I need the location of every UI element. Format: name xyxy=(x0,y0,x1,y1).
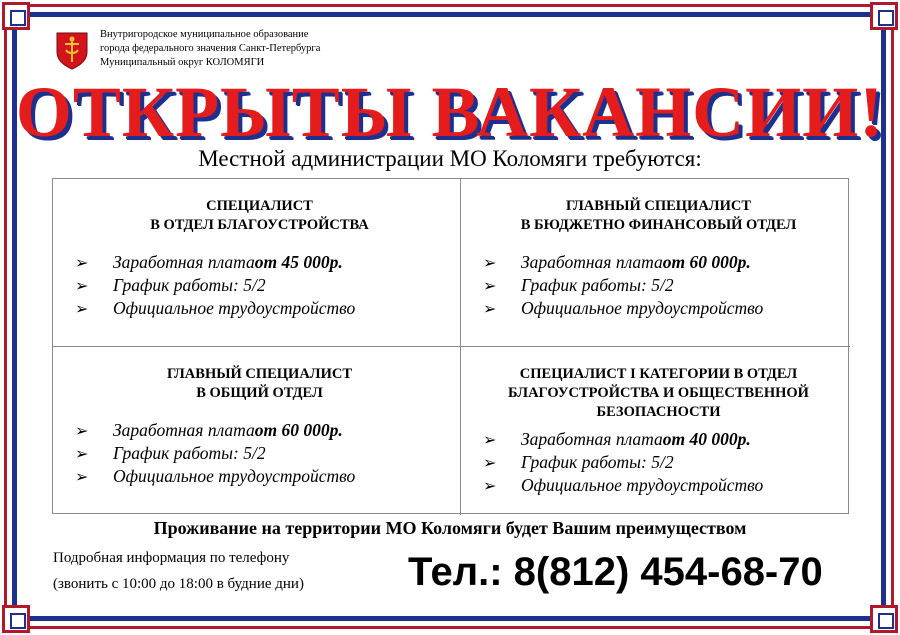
employment-item: ➢ Официальное трудоустройство xyxy=(483,298,764,318)
employment-item: ➢ Официальное трудоустройство xyxy=(75,298,356,318)
salary-value: от 45 000р. xyxy=(254,252,343,272)
subheadline: Местной администрации МО Коломяги требуются: xyxy=(198,146,702,171)
vacancy-title-line: В ОТДЕЛ БЛАГОУСТРОЙСТВА xyxy=(150,217,369,233)
vacancy-title-line: ГЛАВНЫЙ СПЕЦИАЛИСТ xyxy=(565,198,752,214)
org-line: города федерального значения Санкт-Петербурга xyxy=(100,43,321,54)
vacancy-title-line: СПЕЦИАЛИСТ xyxy=(206,198,313,214)
arrow-bullet-icon: ➢ xyxy=(483,253,497,272)
headline: ОТКРЫТЫ ВАКАНСИИ! xyxy=(15,72,885,152)
vacancy-title-line: ГЛАВНЫЙ СПЕЦИАЛИСТ xyxy=(166,366,353,382)
corner-ornament-bottom-left xyxy=(2,605,30,633)
vacancy-details xyxy=(483,428,834,497)
arrow-bullet-icon: ➢ xyxy=(75,421,89,440)
arrow-bullet-icon: ➢ xyxy=(75,276,89,295)
org-line: Муниципальный округ КОЛОМЯГИ xyxy=(100,57,265,68)
org-line: Внутригородское муниципальное образование xyxy=(100,29,309,40)
salary-value: от 60 000р. xyxy=(254,420,343,440)
corner-ornament-top-left xyxy=(2,2,30,30)
salary-item: ➢ Заработная плата от 40 000р. xyxy=(483,429,751,449)
corner-ornament-top-right xyxy=(870,2,898,30)
vacancy-title xyxy=(75,197,444,235)
vacancy-details xyxy=(483,251,834,320)
corner-ornament-bottom-right xyxy=(870,605,898,633)
vacancy-title-line: СПЕЦИАЛИСТ I КАТЕГОРИИ В ОТДЕЛ xyxy=(519,366,798,382)
schedule-item: ➢ График работы: 5/2 xyxy=(75,443,266,463)
vacancy-title xyxy=(483,365,834,422)
schedule-item: ➢ График работы: 5/2 xyxy=(483,275,674,295)
vacancy-card xyxy=(461,347,850,515)
salary-item: ➢ Заработная плата от 60 000р. xyxy=(75,420,343,440)
phone-number: Тел.: 8(812) 454-68-70 xyxy=(408,550,823,594)
arrow-bullet-icon: ➢ xyxy=(483,476,497,495)
schedule-item: ➢ График работы: 5/2 xyxy=(483,452,674,472)
vacancy-title-line: БЛАГОУСТРОЙСТВА И ОБЩЕСТВЕННОЙ xyxy=(508,385,809,401)
vacancy-title-line: В БЮДЖЕТНО ФИНАНСОВЫЙ ОТДЕЛ xyxy=(520,217,797,233)
vacancy-grid xyxy=(52,178,849,514)
salary-value: от 60 000р. xyxy=(662,252,751,272)
vacancy-details xyxy=(75,251,444,320)
salary-value: от 40 000р. xyxy=(662,429,751,449)
vacancy-title-line: В ОБЩИЙ ОТДЕЛ xyxy=(196,385,323,401)
arrow-bullet-icon: ➢ xyxy=(483,299,497,318)
arrow-bullet-icon: ➢ xyxy=(75,444,89,463)
vacancy-details xyxy=(75,419,444,488)
salary-item: ➢ Заработная плата от 60 000р. xyxy=(483,252,751,272)
employment-item: ➢ Официальное трудоустройство xyxy=(75,466,356,486)
vacancy-title xyxy=(483,197,834,235)
coat-of-arms-icon xyxy=(54,30,90,70)
arrow-bullet-icon: ➢ xyxy=(483,276,497,295)
arrow-bullet-icon: ➢ xyxy=(483,430,497,449)
contact-info: Подробная информация по телефону xyxy=(53,550,290,566)
arrow-bullet-icon: ➢ xyxy=(75,253,89,272)
vacancy-title-line: БЕЗОПАСНОСТИ xyxy=(596,404,721,420)
vacancy-card xyxy=(53,179,461,347)
arrow-bullet-icon: ➢ xyxy=(483,453,497,472)
arrow-bullet-icon: ➢ xyxy=(75,467,89,486)
organization-name xyxy=(100,28,320,70)
benefit-note: Проживание на территории МО Коломяги будет Вашим преимуществом xyxy=(153,518,747,538)
vacancy-card xyxy=(461,179,850,347)
schedule-item: ➢ График работы: 5/2 xyxy=(75,275,266,295)
vacancy-title xyxy=(75,365,444,403)
call-hours: (звонить с 10:00 до 18:00 в будние дни) xyxy=(53,576,304,592)
salary-item: ➢ Заработная плата от 45 000р. xyxy=(75,252,343,272)
arrow-bullet-icon: ➢ xyxy=(75,299,89,318)
employment-item: ➢ Официальное трудоустройство xyxy=(483,475,764,495)
vacancy-card xyxy=(53,347,461,515)
